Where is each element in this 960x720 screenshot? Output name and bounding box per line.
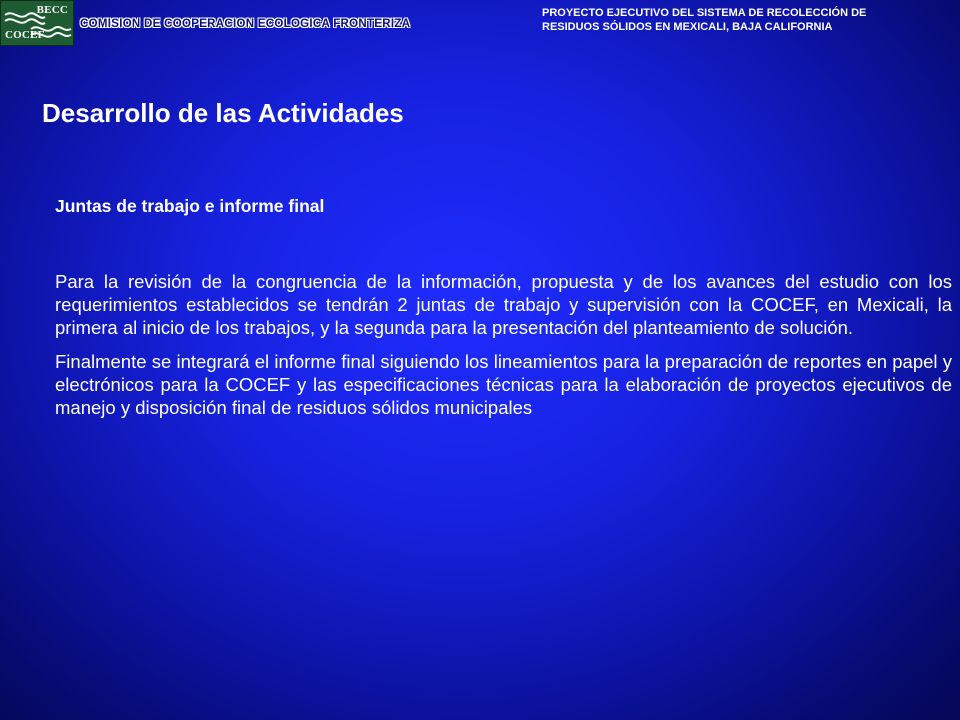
body-paragraph-2: Finalmente se integrará el informe final siguiendo los lineamientos para la preparación de reportes en papel y electrónicos para la COCEF y las especificaciones técnicas para la elaboración de proyectos ejecutivos de manejo y disposición final de residuos sólidos municipales [55, 351, 952, 418]
slide-title: Desarrollo de las Actividades [42, 98, 404, 128]
project-title-line-2: RESIDUOS SÓLIDOS EN MEXICALI, BAJA CALIFORNIA [542, 21, 833, 33]
section-subtitle: Juntas de trabajo e informe final [55, 196, 325, 216]
slide-body [55, 270, 952, 430]
project-title [542, 6, 942, 34]
organization-name: COMISION DE COOPERACION ECOLOGICA FRONTERIZA [80, 18, 411, 30]
logo-text-becc: BECC [36, 4, 68, 16]
becc-cocef-logo [0, 0, 74, 46]
logo-text-cocef: COCEF [5, 29, 45, 41]
project-title-line-1: PROYECTO EJECUTIVO DEL SISTEMA DE RECOLECCIÓN DE [542, 7, 867, 19]
body-paragraph-1: Para la revisión de la congruencia de la información, propuesta y de los avances del estudio con los requerimientos establecidos se tendrán 2 juntas de trabajo y supervisión con la COCEF, en Mexicali, la primera al inicio de los trabajos, y la segunda para la presentación del planteamiento de solución. [55, 271, 952, 338]
